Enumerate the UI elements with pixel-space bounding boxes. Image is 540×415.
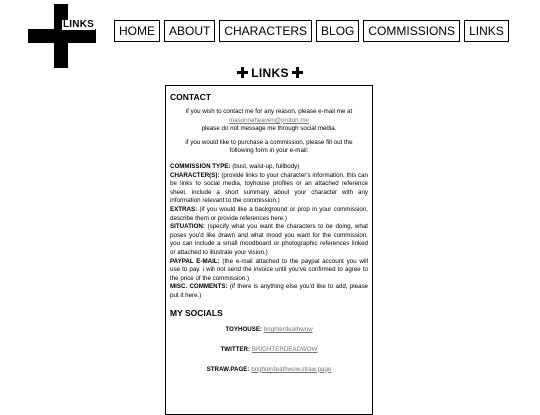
commission-form-fields bbox=[170, 163, 368, 301]
contact-intro bbox=[170, 108, 368, 156]
social-strawpage bbox=[170, 366, 368, 375]
nav-home[interactable]: HOME bbox=[114, 20, 160, 42]
contact-heading: CONTACT bbox=[170, 92, 211, 102]
social-toyhouse bbox=[170, 326, 368, 335]
nav-blog[interactable]: BLOG bbox=[316, 20, 359, 42]
socials-heading: MY SOCIALS bbox=[170, 308, 223, 319]
page-title bbox=[0, 66, 540, 80]
social-link-strawpage[interactable]: brighterdeathwow.straw.page bbox=[251, 365, 332, 373]
cross-icon bbox=[292, 67, 303, 78]
content-panel[interactable] bbox=[165, 85, 373, 415]
form-field-situation: SITUATION: (specify what you want the characters to be doing, what poses you'd like drawn and what mood you want for the commission. you can include a small moodboard or photographic references linked or attached to illustrate your vision.) bbox=[170, 223, 368, 256]
contact-email-link[interactable]: masonnaheaven@proton.me bbox=[229, 116, 309, 124]
form-field-paypal-email: PAYPAL E-MAIL: (the e-mail attached to the paypal account you will use to pay. i will not send the invoice until you've confirmed to agree to the price of the commission.) bbox=[170, 257, 369, 282]
logo-cross-horizontal bbox=[28, 29, 96, 43]
main-nav bbox=[114, 20, 509, 42]
nav-characters[interactable]: CHARACTERS bbox=[219, 20, 312, 42]
contact-intro-line-1: if you wish to contact me for any reason, please e-mail me at bbox=[185, 108, 353, 115]
logo-text: LINKS bbox=[63, 19, 94, 30]
nav-about[interactable]: ABOUT bbox=[164, 20, 215, 42]
social-link-toyhouse[interactable]: brighterdeathwow bbox=[263, 326, 313, 334]
site-logo[interactable] bbox=[28, 4, 96, 68]
contact-intro-line-2: please do not message me through social media. bbox=[201, 125, 337, 133]
social-link-twitter[interactable]: BRIGHTERDEADWOW bbox=[251, 346, 318, 354]
social-label: TWITTER: bbox=[220, 346, 251, 354]
form-field-commission-type: COMMISSION TYPE: (bust, waist-up, fullbody) bbox=[170, 162, 300, 170]
commission-intro: if you would like to purchase a commission, please fill out the following form in your e-mail: bbox=[185, 138, 353, 155]
cross-icon bbox=[237, 67, 248, 78]
page-title-text: LINKS bbox=[251, 66, 289, 80]
nav-commissions[interactable]: COMMISSIONS bbox=[363, 20, 460, 42]
form-field-extras: EXTRAS: (if you would like a background or prop in your commission, describe them or provide references here.) bbox=[170, 205, 368, 222]
social-label: TOYHOUSE: bbox=[225, 326, 263, 334]
social-twitter bbox=[170, 346, 368, 355]
form-field-characters: CHARACTER(S): (provide links to your character's information. this can be links to social media, toyhouse profiles or an attached reference sheet. include a short summary about your character with any information relevant to the commission.) bbox=[170, 171, 368, 205]
form-field-misc-comments: MISC. COMMENTS: (if there is anything else you'd like to add, please put it here.) bbox=[170, 283, 369, 299]
nav-links[interactable]: LINKS bbox=[464, 20, 509, 42]
social-label: STRAW.PAGE: bbox=[206, 365, 250, 373]
